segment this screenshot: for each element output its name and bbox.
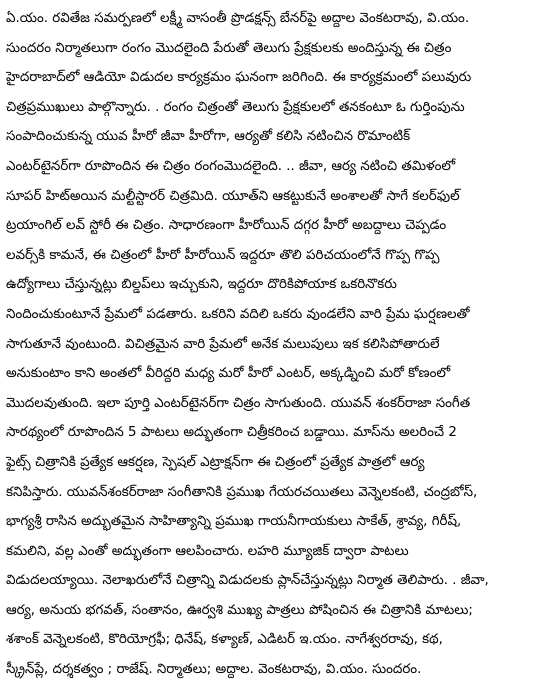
article-line: భాగ్యశ్రీ రాసిన అద్భుతమైన సాహిత్యాన్ని ప్రముఖ గాయనీగాయకులు సాకేత్, శ్రావ్య, గిరీష్, <box>6 514 462 530</box>
article-line: శశాంక్ వెన్నెలకంటి, కొరియోగ్రఫీ; ధినేష్, కళ్యాణ్, ఎడిటర్ ఇ.యం. నాగేశ్వరరావు, కథ, <box>6 632 443 648</box>
article-line: సాగుతూనే వుంటుంది. విచిత్రమైన వారి ప్రేమలో అనేక మలుపులు ఇక కలిసిపోతారులే <box>6 336 440 352</box>
article-body <box>6 4 556 685</box>
article-line: నిందించుకుంటూనే ప్రేమలో పడతారు. ఒకరిని వదిలి ఒకరు వుండలేని వారి ప్రేమ ఘర్షణలతో <box>6 306 470 322</box>
article-line: మొదలవుతుంది. ఇలా పూర్తి ఎంటర్‌టైనర్‌గా చిత్రం సాగుతుంది. యువన్ శంకర్‌రాజా సంగీత <box>6 395 471 411</box>
article-line: సంపాదించుకున్న యువ హీరో జీవా హీరోగా, ఆర్యతో కలిసి నటించిన రొమాంటిక్ <box>6 129 411 145</box>
article-line: సారథ్యంలో రూపొందిన 5 పాటలు అద్భుతంగా చిత్రీకరించ బడ్డాయి. మాస్‌ను అలరించే 2 <box>6 425 457 441</box>
article-line: అనుకుంటాం కాని అంతలో వీరిద్దరి మధ్య మరో హీరో ఎంటర్, అక్కడ్నించి మరో కోణంలో <box>6 366 451 382</box>
article-line: లవర్స్‌కి కామనే, ఈ చిత్రంలో హీరో హీరోయిన్ ఇద్దరూ తొలి పరిచయంలోనే గొప్ప గొప్ప <box>6 247 440 263</box>
article-line: స్క్రీన్‌ప్లే, దర్శకత్వం ; రాజేష్. నిర్మాతలు; అద్దాల. వెంకటరావు, వి.యం. సుందరం. <box>6 662 422 678</box>
article-line: ఉద్యోగాలు చేస్తున్నట్లు బిల్డప్‌లు ఇచ్చుకుని, ఇద్దరూ దొరికిపోయాక ఒకరినొకరు <box>6 277 397 293</box>
article-line: సూపర్ హిట్‌అయిన మల్టీస్టారర్ చిత్రమిది. యూత్‌ని ఆకట్టుకునే అంశాలతో సాగే కలర్‌ఫుల్ <box>6 188 460 204</box>
article-line: ఏ.యం. రవితేజ సమర్పణలో లక్ష్మీ వాసంతీ ప్రొడక్షన్స్ బేనర్‌పై అద్దాల వెంకటరావు, వి.యం. <box>6 11 470 26</box>
article-line: సుందరం నిర్మాతలుగా రంగం మొదలైంది పేరుతో తెలుగు ప్రేక్షకులకు అందిస్తున్న ఈ చిత్రం <box>6 40 452 56</box>
article-line: ట్రయాంగిల్ లవ్ స్టోరీ ఈ చిత్రం. సాధారణంగా హీరోయిన్ దగ్గర హీరో అబద్దాలు చెప్పడం <box>6 218 447 234</box>
article-line: ఎంటర్‌టైనర్‌గా రూపొందిన ఈ చిత్రం రంగంమొదలైంది. .. జీవా, ఆర్య నటించి తమిళంలో <box>6 158 456 174</box>
article-line: ఆర్య, అనుయ భగవత్, సంతానం, ఊర్వశి ముఖ్య పాత్రలు పోషించిన ఈ చిత్రానికి మాటలు; <box>6 602 473 618</box>
article-line: కమలిని, వల్ల ఎంతో అద్భుతంగా ఆలపించారు. లహరి మ్యూజిక్ ద్వారా పాటలు <box>6 543 409 559</box>
article-line: కనిపిస్తారు. యువన్‌శంకర్‌రాజా సంగీతానికి ప్రముఖ గేయరచయితలు వెన్నెలకంటి, చంద్రబోస్, <box>6 484 478 500</box>
article-line: హైదరాబాద్‌లో ఆడియో విడుదల కార్యక్రమం ఘనంగా జరిగింది. ఈ కార్యక్రమంలో పలువురు <box>6 70 472 86</box>
article-line: ఫైట్స్ చిత్రానికి ప్రత్యేక ఆకర్షణ, స్పెషల్ ఎట్రాక్షన్‌గా ఈ చిత్రంలో ప్రత్యేక పాత్రలో ఆర్య <box>6 454 425 470</box>
article-line: చిత్రప్రముఖులు పాల్గొన్నారు. . రంగం చిత్రంతో తెలుగు ప్రేక్షకులలో తనకంటూ ఓ గుర్తింపును <box>6 99 465 115</box>
article-line: విడుదలయ్యాయి. నెలాఖరులోనే చిత్రాన్ని విడుదలకు ప్లాన్‌చేస్తున్నట్లు నిర్మాత తెలిపారు. . జీవా, <box>6 573 489 589</box>
